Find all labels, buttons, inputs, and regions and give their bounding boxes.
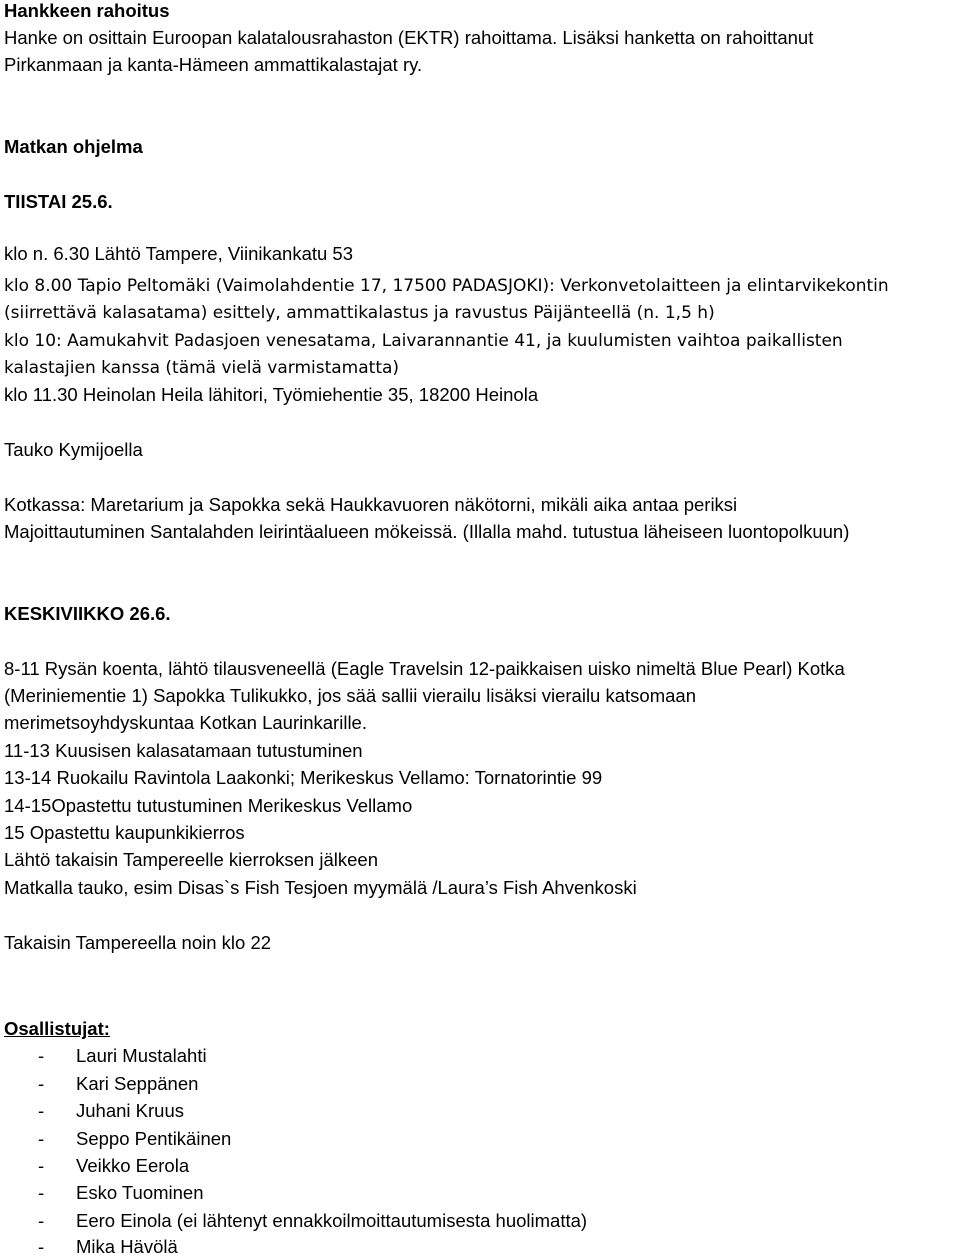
list-bullet: -: [38, 1128, 45, 1149]
tuesday-line-6: klo 11.30 Heinolan Heila lähitori, Työmiehentie 35, 18200 Heinola: [4, 384, 539, 405]
list-bullet: -: [38, 1045, 45, 1066]
participant-name: Esko Tuominen: [76, 1182, 204, 1203]
wednesday-heading: KESKIVIIKKO 26.6.: [4, 603, 171, 624]
tuesday-break: Tauko Kymijoella: [4, 439, 143, 460]
participant-name: Seppo Pentikäinen: [76, 1128, 232, 1149]
tuesday-line-1: klo n. 6.30 Lähtö Tampere, Viinikankatu 53: [4, 243, 353, 264]
tuesday-heading: TIISTAI 25.6.: [4, 191, 113, 212]
participant-name: Mika Hävölä: [76, 1236, 178, 1257]
tuesday-line-3: (siirrettävä kalasatama) esittely, ammattikalastus ja ravustus Päijänteellä (n. 1,5 h): [4, 303, 715, 323]
list-bullet: -: [38, 1155, 45, 1176]
participant-name: Veikko Eerola: [76, 1155, 190, 1176]
list-bullet: -: [38, 1236, 45, 1257]
participants-heading: Osallistujat:: [4, 1018, 110, 1039]
list-bullet: -: [38, 1210, 45, 1231]
list-bullet: -: [38, 1100, 45, 1121]
funding-text-line-2: Pirkanmaan ja kanta-Hämeen ammattikalastajat ry.: [4, 54, 423, 75]
list-bullet: -: [38, 1073, 45, 1094]
tuesday-line-2: klo 8.00 Tapio Peltomäki (Vaimolahdentie 17, 17500 PADASJOKI): Verkonvetolaitteen ja elintarvikekontin: [4, 276, 889, 296]
tuesday-line-4: klo 10: Aamukahvit Padasjoen venesatama, Laivarannantie 41, ja kuulumisten vaihtoa paikallisten: [4, 331, 843, 351]
wednesday-line-8: Lähtö takaisin Tampereelle kierroksen jälkeen: [4, 849, 378, 870]
wednesday-line-6: 14-15Opastettu tutustuminen Merikeskus Vellamo: [4, 795, 413, 816]
funding-text-line-1: Hanke on osittain Euroopan kalatalousrahaston (EKTR) rahoittama. Lisäksi hanketta on rahoittanut: [4, 27, 814, 48]
wednesday-line-9: Matkalla tauko, esim Disas`s Fish Tesjoen myymälä /Laura’s Fish Ahvenkoski: [4, 877, 637, 898]
tuesday-kotka-line-1: Kotkassa: Maretarium ja Sapokka sekä Haukkavuoren näkötorni, mikäli aika antaa periksi: [4, 494, 738, 515]
list-bullet: -: [38, 1182, 45, 1203]
participant-name: Juhani Kruus: [76, 1100, 184, 1121]
wednesday-line-2: (Meriniementie 1) Sapokka Tulikukko, jos sää sallii vierailu lisäksi vierailu katsomaan: [4, 685, 696, 706]
participant-name: Kari Seppänen: [76, 1073, 199, 1094]
tuesday-kotka-line-2: Majoittautuminen Santalahden leirintäalueen mökeissä. (Illalla mahd. tutustua läheiseen luontopolkuun): [4, 521, 850, 542]
funding-heading: Hankkeen rahoitus: [4, 0, 170, 21]
wednesday-line-5: 13-14 Ruokailu Ravintola Laakonki; Merikeskus Vellamo: Tornatorintie 99: [4, 767, 603, 788]
program-heading: Matkan ohjelma: [4, 136, 143, 157]
return-time: Takaisin Tampereella noin klo 22: [4, 932, 272, 953]
participant-name: Eero Einola (ei lähtenyt ennakkoilmoittautumisesta huolimatta): [76, 1210, 588, 1231]
wednesday-line-7: 15 Opastettu kaupunkikierros: [4, 822, 245, 843]
wednesday-line-4: 11-13 Kuusisen kalasatamaan tutustuminen: [4, 740, 363, 761]
wednesday-line-3: merimetsoyhdyskuntaa Kotkan Laurinkarille.: [4, 712, 367, 733]
tuesday-line-5: kalastajien kanssa (tämä vielä varmistamatta): [4, 358, 400, 378]
participant-name: Lauri Mustalahti: [76, 1045, 207, 1066]
wednesday-line-1: 8-11 Rysän koenta, lähtö tilausveneellä (Eagle Travelsin 12-paikkaisen uisko nimeltä Blue Pearl) Kotka: [4, 658, 845, 679]
